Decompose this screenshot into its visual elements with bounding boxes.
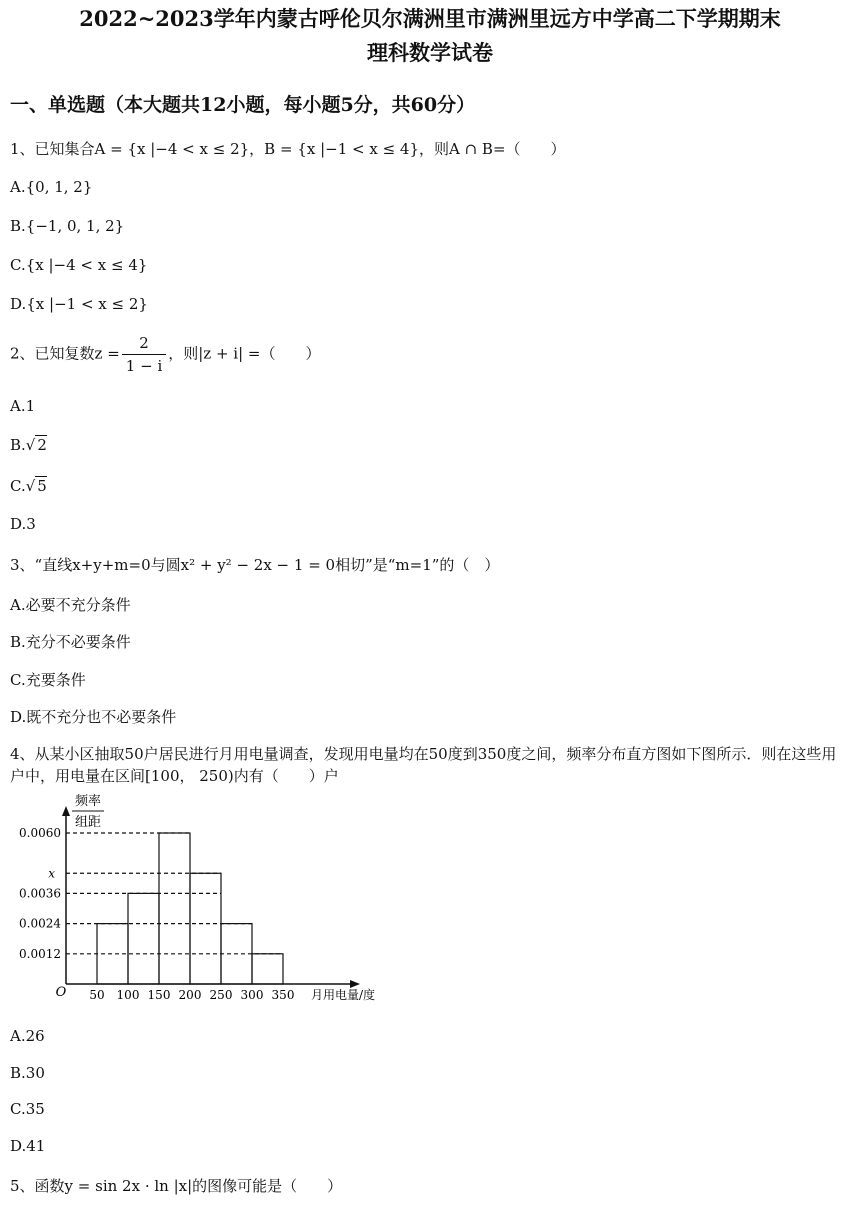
y-tick-label: 0.0060 <box>19 826 61 840</box>
fraction <box>122 332 166 377</box>
option-c-label: C.√ <box>10 477 36 495</box>
x-tick-label: 100 <box>116 988 140 1002</box>
option-b-label: B.√ <box>10 436 36 454</box>
histogram-bar <box>159 833 190 984</box>
histogram-bar <box>190 873 221 984</box>
question-3-option-d: D.既不充分也不必要条件 <box>10 708 177 726</box>
question-3-option-c: C.充要条件 <box>10 671 86 689</box>
x-tick-label: 300 <box>240 988 264 1002</box>
question-4-option-c: C.35 <box>10 1100 45 1118</box>
question-5-stem: 5、函数y = sin 2x · ln |x|的图像可能是（ ） <box>10 1177 343 1195</box>
question-1-stem: 1、已知集合A = {x |−4 < x ≤ 2}，B = {x |−1 < x ≤ 4}，则A ∩ B=（ ） <box>10 140 566 158</box>
histogram-chart <box>0 790 400 1005</box>
question-1-option-b: B.{−1, 0, 1, 2} <box>10 217 125 235</box>
question-3-stem: 3、“直线x+y+m=0与圆x² + y² − 2x − 1 = 0相切”是“m=1”的（ ） <box>10 556 500 574</box>
question-2-suffix: ，则|z + i| =（ ） <box>168 344 321 363</box>
x-axis-label: 月用电量/度 <box>310 988 376 1002</box>
question-1-option-a: A.{0, 1, 2} <box>10 178 93 196</box>
fraction-numerator: 2 <box>122 332 166 355</box>
x-tick-label: 50 <box>89 988 105 1002</box>
y-tick-label: 0.0036 <box>19 886 61 901</box>
fraction-denominator: 1 − i <box>125 357 163 375</box>
question-1-option-d: D.{x |−1 < x ≤ 2} <box>10 295 148 313</box>
question-3-option-b: B.充分不必要条件 <box>10 633 131 651</box>
y-tick-label: 0.0024 <box>19 916 61 931</box>
section-heading: 一、单选题（本大题共12小题，每小题5分，共60分） <box>10 94 476 116</box>
question-4-option-b: B.30 <box>10 1064 45 1082</box>
question-2-option-a: A.1 <box>10 397 36 415</box>
question-2-option-c <box>10 477 47 495</box>
y-axis-arrow-icon <box>62 806 70 816</box>
histogram-bar <box>252 954 283 984</box>
page-title: 2022~2023学年内蒙古呼伦贝尔满洲里市满洲里远方中学高二下学期期末 <box>79 6 781 31</box>
x-tick-label: 350 <box>271 988 295 1002</box>
question-1-option-c: C.{x |−4 < x ≤ 4} <box>10 256 148 274</box>
question-3-option-a: A.必要不充分条件 <box>10 596 131 614</box>
page-subtitle: 理科数学试卷 <box>367 40 493 65</box>
question-4-option-a: A.26 <box>10 1027 45 1045</box>
sqrt-radicand: 2 <box>37 436 47 454</box>
question-2-option-d: D.3 <box>10 515 36 533</box>
y-axis-label-bottom: 组距 <box>74 815 102 830</box>
x-axis-arrow-icon <box>350 980 360 988</box>
x-tick-label: 250 <box>209 988 233 1002</box>
y-tick-label: x <box>48 866 55 881</box>
question-2-prefix: 2、已知复数z = <box>10 344 120 363</box>
question-4-stem: 4、从某小区抽取50户居民进行月用电量调查，发现用电量均在50度到350度之间，频率分布直方图如下图所示．则在这些用户中，用电量在区间[100， 250)内有（ ）户 <box>10 745 837 785</box>
x-tick-label: 150 <box>147 988 171 1002</box>
x-tick-label: 200 <box>178 988 202 1002</box>
question-2-option-b <box>10 436 47 454</box>
histogram-bar <box>128 893 159 984</box>
y-axis-label-top: 频率 <box>74 794 102 809</box>
question-2-stem <box>10 332 321 377</box>
question-4-option-d: D.41 <box>10 1137 46 1155</box>
sqrt-radicand: 5 <box>37 477 47 495</box>
y-tick-label: 0.0012 <box>19 946 61 961</box>
origin-label: O <box>55 985 67 1000</box>
